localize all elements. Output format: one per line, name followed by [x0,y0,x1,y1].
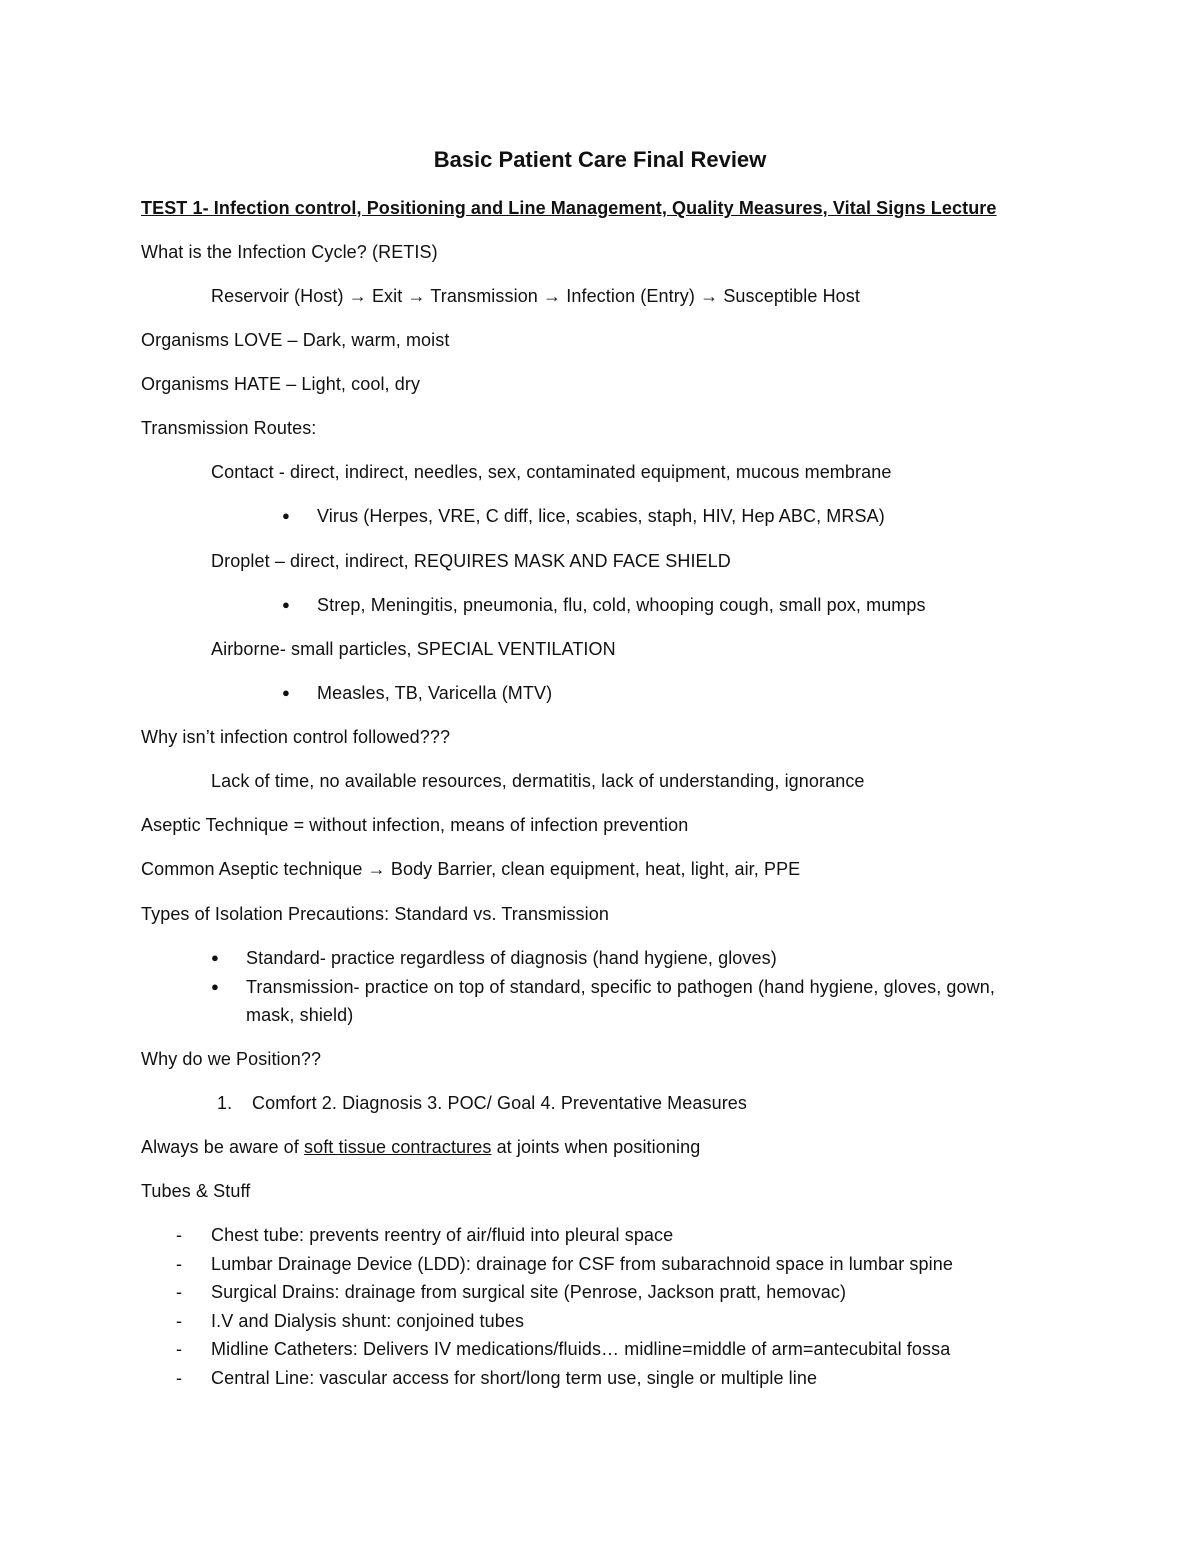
common-aseptic-value: Body Barrier, clean equipment, heat, light, air, PPE [390,859,801,879]
contact-route: Contact - direct, indirect, needles, sex, contaminated equipment, mucous membrane [211,462,892,482]
list-item: Surgical Drains: drainage from surgical site (Penrose, Jackson pratt, hemovac) [211,1282,847,1302]
dash-marker: - [176,1282,182,1302]
isolation-transmission-line1: Transmission- practice on top of standard, specific to pathogen (hand hygiene, gloves, gown, [246,977,995,997]
cycle-susceptible: Susceptible Host [723,286,860,306]
droplet-examples: Strep, Meningitis, pneumonia, flu, cold, whooping cough, small pox, mumps [317,595,926,615]
cycle-infection: Infection (Entry) [566,286,695,306]
test-heading: TEST 1- Infection control, Positioning and Line Management, Quality Measures, Vital Signs Lecture [141,198,997,218]
infection-cycle-question: What is the Infection Cycle? (RETIS) [141,242,438,262]
contact-examples: Virus (Herpes, VRE, C diff, lice, scabies, staph, HIV, Hep ABC, MRSA) [317,506,885,526]
position-answer: Comfort 2. Diagnosis 3. POC/ Goal 4. Preventative Measures [252,1093,748,1113]
tubes-heading: Tubes & Stuff [141,1181,251,1201]
isolation-transmission-line2: mask, shield) [246,1005,354,1025]
droplet-route: Droplet – direct, indirect, REQUIRES MASK AND FACE SHIELD [211,551,731,571]
bullet-icon: ● [211,950,219,965]
bullet-icon: ● [282,508,290,523]
contractures-underlined: soft tissue contractures [303,1137,492,1157]
contractures-note [141,1136,700,1158]
isolation-standard: Standard- practice regardless of diagnosis (hand hygiene, gloves) [246,948,777,968]
common-aseptic-label: Common Aseptic technique [141,859,363,879]
list-item: Central Line: vascular access for short/long term use, single or multiple line [211,1368,818,1388]
cycle-transmission: Transmission [430,286,538,306]
dash-marker: - [176,1339,182,1359]
aseptic-technique: Aseptic Technique = without infection, means of infection prevention [141,815,689,835]
isolation-heading: Types of Isolation Precautions: Standard vs. Transmission [141,904,609,924]
list-item: I.V and Dialysis shunt: conjoined tubes [211,1311,525,1331]
dash-marker: - [176,1311,182,1331]
why-not-followed-answer: Lack of time, no available resources, dermatitis, lack of understanding, ignorance [211,771,865,791]
infection-cycle-chain [211,285,860,307]
dash-marker: - [176,1225,182,1245]
arrow-icon: → [407,286,426,306]
arrow-icon: → [543,286,562,306]
common-aseptic [141,858,800,880]
arrow-icon: → [348,286,367,306]
dash-marker: - [176,1254,182,1274]
document-title: Basic Patient Care Final Review [433,147,767,172]
cycle-reservoir: Reservoir (Host) [211,286,344,306]
contractures-after: at joints when positioning [491,1137,701,1157]
organisms-love: Organisms LOVE – Dark, warm, moist [141,330,450,350]
organisms-hate: Organisms HATE – Light, cool, dry [141,374,421,394]
contractures-before: Always be aware of [141,1137,304,1157]
airborne-route: Airborne- small particles, SPECIAL VENTILATION [211,639,616,659]
bullet-icon: ● [282,685,290,700]
list-item: Chest tube: prevents reentry of air/fluid into pleural space [211,1225,674,1245]
transmission-routes-heading: Transmission Routes: [141,418,317,438]
position-number: 1. [217,1093,233,1113]
list-item: Lumbar Drainage Device (LDD): drainage for CSF from subarachnoid space in lumbar spine [211,1254,953,1274]
why-not-followed-question: Why isn’t infection control followed??? [141,727,451,747]
dash-marker: - [176,1368,182,1388]
arrow-icon: → [700,286,719,306]
bullet-icon: ● [282,597,290,612]
cycle-exit: Exit [371,286,403,306]
bullet-icon: ● [211,979,219,994]
arrow-icon: → [367,859,386,879]
list-item: Midline Catheters: Delivers IV medications/fluids… midline=middle of arm=antecubital fossa [211,1339,951,1359]
airborne-examples: Measles, TB, Varicella (MTV) [317,683,553,703]
position-question: Why do we Position?? [141,1049,322,1069]
